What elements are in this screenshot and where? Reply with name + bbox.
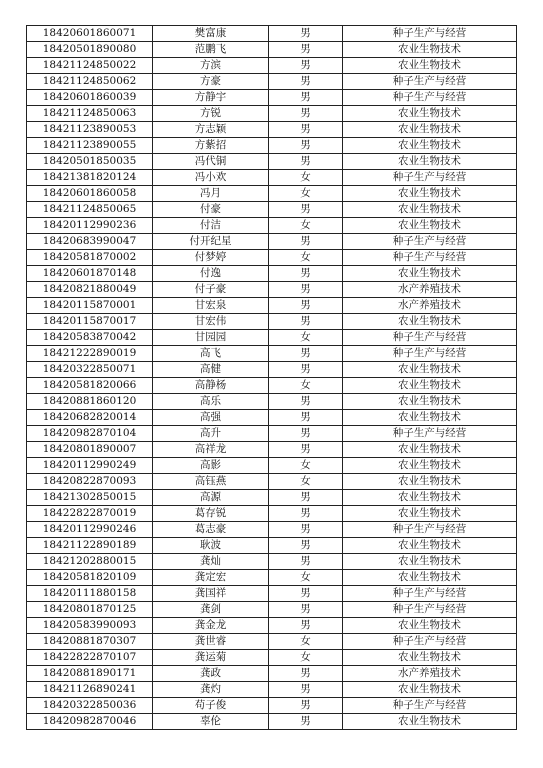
- student-gender-cell: 女: [269, 634, 343, 650]
- student-name-cell: 高强: [153, 410, 269, 426]
- student-major-cell: 水产养殖技术: [343, 298, 517, 314]
- table-row: [27, 538, 517, 554]
- student-gender-cell: 男: [269, 74, 343, 90]
- student-gender-cell: 男: [269, 586, 343, 602]
- table-row: [27, 394, 517, 410]
- table-row: [27, 410, 517, 426]
- student-major-cell: 种子生产与经营: [343, 26, 517, 42]
- table-row: [27, 714, 517, 730]
- student-id-cell: 18420322850071: [27, 362, 153, 378]
- student-major-cell: 农业生物技术: [343, 490, 517, 506]
- table-row: [27, 378, 517, 394]
- student-gender-cell: 男: [269, 666, 343, 682]
- student-major-cell: 种子生产与经营: [343, 250, 517, 266]
- table-row: [27, 170, 517, 186]
- table-row: [27, 346, 517, 362]
- student-gender-cell: 男: [269, 618, 343, 634]
- student-gender-cell: 男: [269, 122, 343, 138]
- student-major-cell: 农业生物技术: [343, 442, 517, 458]
- student-gender-cell: 男: [269, 282, 343, 298]
- student-gender-cell: 女: [269, 218, 343, 234]
- student-gender-cell: 女: [269, 474, 343, 490]
- table-row: [27, 586, 517, 602]
- student-gender-cell: 男: [269, 362, 343, 378]
- table-row: [27, 474, 517, 490]
- student-gender-cell: 女: [269, 170, 343, 186]
- student-gender-cell: 男: [269, 522, 343, 538]
- student-major-cell: 农业生物技术: [343, 506, 517, 522]
- student-gender-cell: 女: [269, 458, 343, 474]
- student-name-cell: 冯月: [153, 186, 269, 202]
- student-name-cell: 葛存锐: [153, 506, 269, 522]
- student-major-cell: 种子生产与经营: [343, 522, 517, 538]
- student-roster-sheet: [26, 25, 516, 730]
- student-name-cell: 高影: [153, 458, 269, 474]
- student-major-cell: 种子生产与经营: [343, 90, 517, 106]
- student-major-cell: 农业生物技术: [343, 714, 517, 730]
- student-gender-cell: 男: [269, 314, 343, 330]
- student-name-cell: 付梦婷: [153, 250, 269, 266]
- student-id-cell: 18420982870046: [27, 714, 153, 730]
- student-major-cell: 农业生物技术: [343, 58, 517, 74]
- student-name-cell: 龚运菊: [153, 650, 269, 666]
- student-name-cell: 辜伦: [153, 714, 269, 730]
- student-id-cell: 18420682820014: [27, 410, 153, 426]
- student-gender-cell: 男: [269, 394, 343, 410]
- table-row: [27, 554, 517, 570]
- table-row: [27, 186, 517, 202]
- student-name-cell: 方静宇: [153, 90, 269, 106]
- student-id-cell: 18421124850065: [27, 202, 153, 218]
- student-major-cell: 种子生产与经营: [343, 346, 517, 362]
- student-name-cell: 高升: [153, 426, 269, 442]
- student-gender-cell: 女: [269, 250, 343, 266]
- student-id-cell: 18421381820124: [27, 170, 153, 186]
- student-gender-cell: 男: [269, 538, 343, 554]
- student-major-cell: 农业生物技术: [343, 618, 517, 634]
- student-id-cell: 18420581820109: [27, 570, 153, 586]
- student-id-cell: 18420881890171: [27, 666, 153, 682]
- table-row: [27, 298, 517, 314]
- table-row: [27, 634, 517, 650]
- student-major-cell: 农业生物技术: [343, 154, 517, 170]
- student-id-cell: 18420112990246: [27, 522, 153, 538]
- student-name-cell: 高祥龙: [153, 442, 269, 458]
- table-row: [27, 90, 517, 106]
- student-major-cell: 农业生物技术: [343, 122, 517, 138]
- table-row: [27, 138, 517, 154]
- student-id-cell: 18420982870104: [27, 426, 153, 442]
- table-row: [27, 522, 517, 538]
- table-row: [27, 266, 517, 282]
- student-name-cell: 方豪: [153, 74, 269, 90]
- student-id-cell: 18421202880015: [27, 554, 153, 570]
- student-id-cell: 18420601860039: [27, 90, 153, 106]
- student-major-cell: 种子生产与经营: [343, 634, 517, 650]
- student-id-cell: 18420112990249: [27, 458, 153, 474]
- student-gender-cell: 女: [269, 570, 343, 586]
- student-id-cell: 18421124850063: [27, 106, 153, 122]
- student-id-cell: 18420115870001: [27, 298, 153, 314]
- table-row: [27, 154, 517, 170]
- student-gender-cell: 男: [269, 266, 343, 282]
- student-name-cell: 葛志豪: [153, 522, 269, 538]
- student-gender-cell: 男: [269, 138, 343, 154]
- student-name-cell: 龚灼: [153, 682, 269, 698]
- student-major-cell: 农业生物技术: [343, 218, 517, 234]
- student-major-cell: 种子生产与经营: [343, 586, 517, 602]
- student-id-cell: 18420112990236: [27, 218, 153, 234]
- student-name-cell: 龚灿: [153, 554, 269, 570]
- student-major-cell: 农业生物技术: [343, 186, 517, 202]
- student-name-cell: 龚金龙: [153, 618, 269, 634]
- table-row: [27, 250, 517, 266]
- student-id-cell: 18420801890007: [27, 442, 153, 458]
- student-id-cell: 18420801870125: [27, 602, 153, 618]
- student-name-cell: 苟子俊: [153, 698, 269, 714]
- student-gender-cell: 男: [269, 554, 343, 570]
- student-gender-cell: 男: [269, 506, 343, 522]
- student-gender-cell: 男: [269, 602, 343, 618]
- table-row: [27, 314, 517, 330]
- student-id-cell: 18420881870307: [27, 634, 153, 650]
- student-name-cell: 龚政: [153, 666, 269, 682]
- student-name-cell: 龚世睿: [153, 634, 269, 650]
- student-id-cell: 18420583870042: [27, 330, 153, 346]
- student-id-cell: 18420501850035: [27, 154, 153, 170]
- student-gender-cell: 男: [269, 490, 343, 506]
- student-major-cell: 种子生产与经营: [343, 698, 517, 714]
- student-id-cell: 18420583990093: [27, 618, 153, 634]
- student-id-cell: 18421124850022: [27, 58, 153, 74]
- student-gender-cell: 男: [269, 26, 343, 42]
- student-id-cell: 18421222890019: [27, 346, 153, 362]
- student-name-cell: 付子豪: [153, 282, 269, 298]
- table-row: [27, 650, 517, 666]
- student-id-cell: 18420822870093: [27, 474, 153, 490]
- student-name-cell: 高乐: [153, 394, 269, 410]
- table-row: [27, 122, 517, 138]
- student-name-cell: 方锐: [153, 106, 269, 122]
- student-name-cell: 甘宏泉: [153, 298, 269, 314]
- student-id-cell: 18421123890055: [27, 138, 153, 154]
- table-row: [27, 666, 517, 682]
- student-major-cell: 农业生物技术: [343, 458, 517, 474]
- student-id-cell: 18421126890241: [27, 682, 153, 698]
- student-id-cell: 18420581820066: [27, 378, 153, 394]
- table-row: [27, 362, 517, 378]
- student-gender-cell: 男: [269, 346, 343, 362]
- student-major-cell: 种子生产与经营: [343, 330, 517, 346]
- table-row: [27, 506, 517, 522]
- student-gender-cell: 男: [269, 442, 343, 458]
- student-major-cell: 农业生物技术: [343, 378, 517, 394]
- student-id-cell: 18421124850062: [27, 74, 153, 90]
- student-id-cell: 18420821880049: [27, 282, 153, 298]
- student-id-cell: 18420111880158: [27, 586, 153, 602]
- student-major-cell: 农业生物技术: [343, 682, 517, 698]
- student-name-cell: 付豪: [153, 202, 269, 218]
- student-major-cell: 农业生物技术: [343, 202, 517, 218]
- student-name-cell: 范鹏飞: [153, 42, 269, 58]
- student-id-cell: 18421302850015: [27, 490, 153, 506]
- student-name-cell: 方志颖: [153, 122, 269, 138]
- student-major-cell: 种子生产与经营: [343, 426, 517, 442]
- table-row: [27, 202, 517, 218]
- student-name-cell: 方滨: [153, 58, 269, 74]
- table-row: [27, 218, 517, 234]
- student-gender-cell: 男: [269, 58, 343, 74]
- student-name-cell: 付洁: [153, 218, 269, 234]
- student-id-cell: 18420322850036: [27, 698, 153, 714]
- student-major-cell: 种子生产与经营: [343, 234, 517, 250]
- student-name-cell: 高飞: [153, 346, 269, 362]
- student-major-cell: 农业生物技术: [343, 394, 517, 410]
- student-major-cell: 种子生产与经营: [343, 602, 517, 618]
- student-name-cell: 樊富康: [153, 26, 269, 42]
- student-gender-cell: 男: [269, 90, 343, 106]
- student-major-cell: 水产养殖技术: [343, 282, 517, 298]
- student-name-cell: 龚剑: [153, 602, 269, 618]
- student-gender-cell: 女: [269, 330, 343, 346]
- table-row: [27, 570, 517, 586]
- student-gender-cell: 男: [269, 682, 343, 698]
- table-row: [27, 698, 517, 714]
- student-major-cell: 农业生物技术: [343, 106, 517, 122]
- student-id-cell: 18420115870017: [27, 314, 153, 330]
- student-major-cell: 农业生物技术: [343, 314, 517, 330]
- table-row: [27, 618, 517, 634]
- table-row: [27, 106, 517, 122]
- student-major-cell: 农业生物技术: [343, 410, 517, 426]
- student-id-cell: 18420501890080: [27, 42, 153, 58]
- student-gender-cell: 男: [269, 298, 343, 314]
- table-row: [27, 490, 517, 506]
- student-name-cell: 耿波: [153, 538, 269, 554]
- table-row: [27, 442, 517, 458]
- student-major-cell: 农业生物技术: [343, 570, 517, 586]
- student-name-cell: 高健: [153, 362, 269, 378]
- student-gender-cell: 男: [269, 698, 343, 714]
- student-gender-cell: 男: [269, 154, 343, 170]
- student-id-cell: 18421123890053: [27, 122, 153, 138]
- student-id-cell: 18420683990047: [27, 234, 153, 250]
- student-major-cell: 水产养殖技术: [343, 666, 517, 682]
- student-major-cell: 农业生物技术: [343, 266, 517, 282]
- student-id-cell: 18420881860120: [27, 394, 153, 410]
- table-row: [27, 426, 517, 442]
- table-row: [27, 458, 517, 474]
- student-id-cell: 18420601860071: [27, 26, 153, 42]
- student-id-cell: 18420581870002: [27, 250, 153, 266]
- student-major-cell: 农业生物技术: [343, 650, 517, 666]
- student-name-cell: 冯小欢: [153, 170, 269, 186]
- student-major-cell: 农业生物技术: [343, 474, 517, 490]
- student-major-cell: 种子生产与经营: [343, 170, 517, 186]
- student-major-cell: 农业生物技术: [343, 362, 517, 378]
- student-major-cell: 种子生产与经营: [343, 74, 517, 90]
- student-id-cell: 18421122890189: [27, 538, 153, 554]
- student-name-cell: 付开纪星: [153, 234, 269, 250]
- student-roster-table: [26, 25, 517, 730]
- student-gender-cell: 女: [269, 186, 343, 202]
- student-id-cell: 18420601870148: [27, 266, 153, 282]
- student-id-cell: 18420601860058: [27, 186, 153, 202]
- student-name-cell: 高钰燕: [153, 474, 269, 490]
- student-gender-cell: 女: [269, 378, 343, 394]
- student-gender-cell: 男: [269, 106, 343, 122]
- student-name-cell: 冯代铜: [153, 154, 269, 170]
- table-row: [27, 282, 517, 298]
- table-row: [27, 74, 517, 90]
- student-gender-cell: 男: [269, 42, 343, 58]
- student-name-cell: 高静杨: [153, 378, 269, 394]
- table-row: [27, 330, 517, 346]
- student-major-cell: 农业生物技术: [343, 42, 517, 58]
- student-name-cell: 龚国祥: [153, 586, 269, 602]
- student-name-cell: 甘园园: [153, 330, 269, 346]
- student-name-cell: 甘宏伟: [153, 314, 269, 330]
- table-row: [27, 26, 517, 42]
- table-row: [27, 58, 517, 74]
- student-id-cell: 18422822870019: [27, 506, 153, 522]
- student-gender-cell: 男: [269, 234, 343, 250]
- student-id-cell: 18422822870107: [27, 650, 153, 666]
- student-major-cell: 农业生物技术: [343, 554, 517, 570]
- table-row: [27, 682, 517, 698]
- student-gender-cell: 男: [269, 202, 343, 218]
- student-name-cell: 付逸: [153, 266, 269, 282]
- student-gender-cell: 男: [269, 714, 343, 730]
- student-name-cell: 龚定宏: [153, 570, 269, 586]
- student-gender-cell: 女: [269, 650, 343, 666]
- table-row: [27, 42, 517, 58]
- student-major-cell: 农业生物技术: [343, 538, 517, 554]
- table-row: [27, 234, 517, 250]
- student-gender-cell: 男: [269, 426, 343, 442]
- student-name-cell: 方紫招: [153, 138, 269, 154]
- roster-body: [27, 26, 517, 730]
- table-row: [27, 602, 517, 618]
- student-major-cell: 农业生物技术: [343, 138, 517, 154]
- student-name-cell: 高源: [153, 490, 269, 506]
- student-gender-cell: 男: [269, 410, 343, 426]
